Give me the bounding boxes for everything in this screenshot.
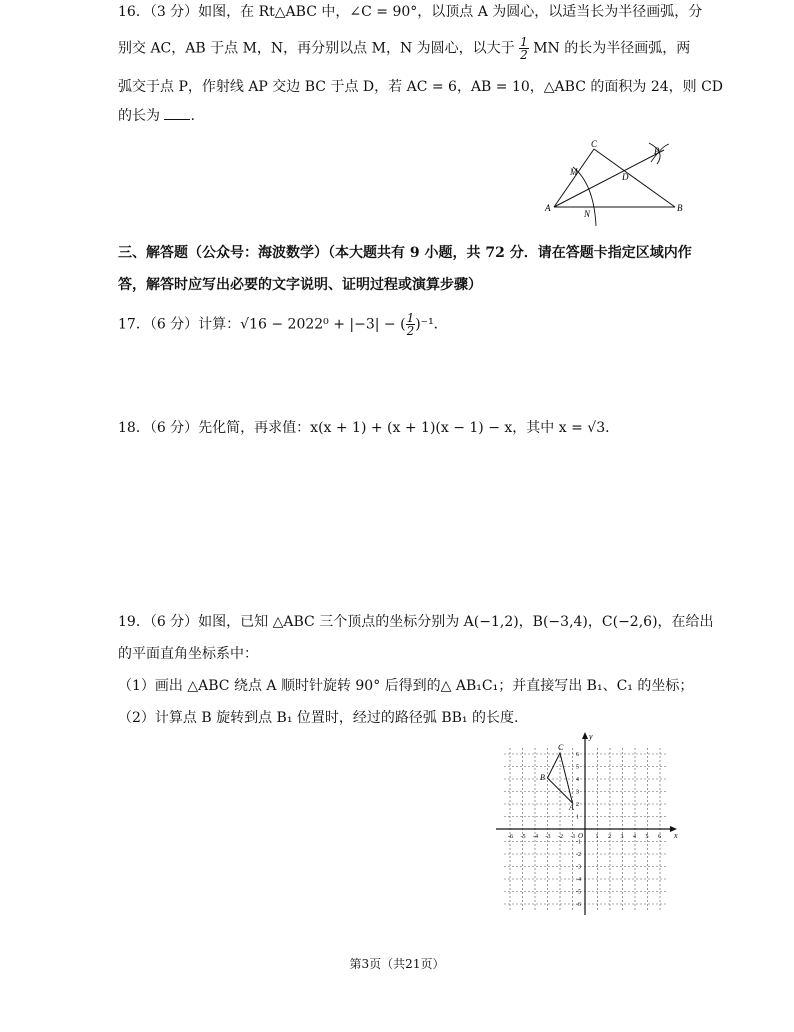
q18-line: 18．（6 分）先化简，再求值：x(x + 1) + (x + 1)(x − 1) − x，其中 x = √3． — [118, 420, 620, 436]
q19-line-3: （1）画出 △ABC 绕点 A 顺时针旋转 90° 后得到的△ AB₁C₁；并直接写出 B₁、C₁ 的坐标； — [118, 678, 694, 694]
label-c: C — [591, 139, 598, 149]
x-tick-label: 3 — [620, 834, 624, 840]
section3-heading-line-1: 三、解答题（公众号：海波数学）（本大题共有 9 小题，共 72 分．请在答题卡指定区域内作 — [118, 245, 692, 261]
x-tick-label: 1 — [595, 834, 599, 840]
y-tick-label: -3 — [576, 864, 581, 871]
q16-line-2 — [118, 36, 690, 61]
q16-line-2-b: MN 的长为半径画弧，两 — [533, 40, 691, 57]
q16-fraction-num: 1 — [520, 35, 528, 49]
y-tick-label: -2 — [576, 852, 581, 858]
side-cb — [594, 149, 675, 207]
x-tick-label: 4 — [633, 834, 636, 840]
q16-line-2-a: 别交 AC，AB 于点 M，N，再分别以点 M，N 为圆心，以大于 — [118, 40, 515, 57]
q16-fraction-den: 2 — [520, 48, 528, 62]
y-tick-label: 1 — [576, 814, 579, 821]
label-n: N — [584, 209, 591, 219]
y-tick-label: 3 — [576, 789, 579, 796]
point-c-label: C — [558, 743, 564, 752]
x-tick-label: 5 — [645, 834, 649, 840]
x-tick-label: 6 — [658, 834, 661, 840]
q16-line-4 — [118, 106, 195, 126]
label-p: P — [654, 146, 660, 156]
y-tick-label: -1 — [576, 839, 581, 846]
origin-label: O — [578, 832, 584, 840]
q19-line-1: 19．（6 分）如图，已知 △ABC 三个顶点的坐标分别为 A(−1,2)，B(−3,4)，C(−2,6)，在给出 — [118, 614, 714, 630]
q16-fraction — [519, 36, 529, 61]
answer-blank[interactable] — [164, 107, 190, 120]
y-axis-label: y — [589, 732, 593, 741]
y-tick-label: 2 — [576, 802, 579, 808]
q17-fraction-num: 1 — [406, 311, 415, 325]
q17-fraction — [406, 312, 416, 337]
q19-coordinate-grid — [494, 730, 684, 920]
x-tick-label: -1 — [570, 834, 576, 840]
x-tick-label: -5 — [520, 834, 526, 840]
x-tick-label: -4 — [533, 834, 538, 840]
q17-text-end: )⁻¹． — [415, 316, 448, 333]
y-tick-label: -4 — [576, 877, 581, 883]
page-footer: 第3页（共21页） — [349, 957, 445, 971]
point-a-label: A — [569, 803, 574, 812]
y-tick-label: 6 — [576, 752, 579, 758]
ray-ap — [554, 150, 664, 207]
y-tick-label: 5 — [576, 764, 579, 771]
x-tick-label: -2 — [558, 834, 563, 840]
section3-heading-line-2: 答，解答时应写出必要的文字说明、证明过程或演算步骤） — [118, 277, 482, 293]
q19-line-2: 的平面直角坐标系中： — [118, 646, 258, 662]
label-m: M — [570, 167, 578, 177]
y-axis-arrow — [582, 732, 588, 739]
label-a: A — [545, 203, 551, 213]
point-b-label: B — [540, 773, 545, 782]
q16-line-3: 弧交于点 P，作射线 AP 交边 BC 于点 D，若 AC = 6，AB = 10，△ABC 的面积为 24，则 CD — [118, 79, 724, 95]
q16-line-4-text: 的长为 — [118, 108, 160, 124]
q17-fraction-den: 2 — [406, 324, 415, 338]
y-tick-label: -5 — [576, 889, 581, 896]
side-ac — [554, 149, 594, 207]
label-d: D — [622, 172, 629, 182]
y-tick-label: 4 — [576, 777, 579, 783]
label-b: B — [677, 203, 683, 213]
q19-line-4: （2）计算点 B 旋转到点 B₁ 位置时，经过的路径弧 BB₁ 的长度. — [118, 710, 519, 726]
q17-text: 17．（6 分）计算：√16 − 2022⁰ + |−3| − ( — [118, 316, 406, 333]
y-tick-label: -6 — [576, 902, 581, 908]
q16-line-1: 16．（3 分）如图，在 Rt△ABC 中，∠C = 90°，以顶点 A 为圆心，以适当长为半径画弧，分 — [118, 4, 703, 20]
q16-line-4-end: . — [190, 108, 195, 124]
x-tick-label: 2 — [608, 834, 611, 840]
x-tick-label: -3 — [545, 834, 551, 840]
q17-line — [118, 312, 448, 337]
x-tick-label: -6 — [508, 834, 513, 840]
q16-triangle-figure — [540, 138, 690, 230]
x-axis-label: x — [674, 831, 678, 840]
